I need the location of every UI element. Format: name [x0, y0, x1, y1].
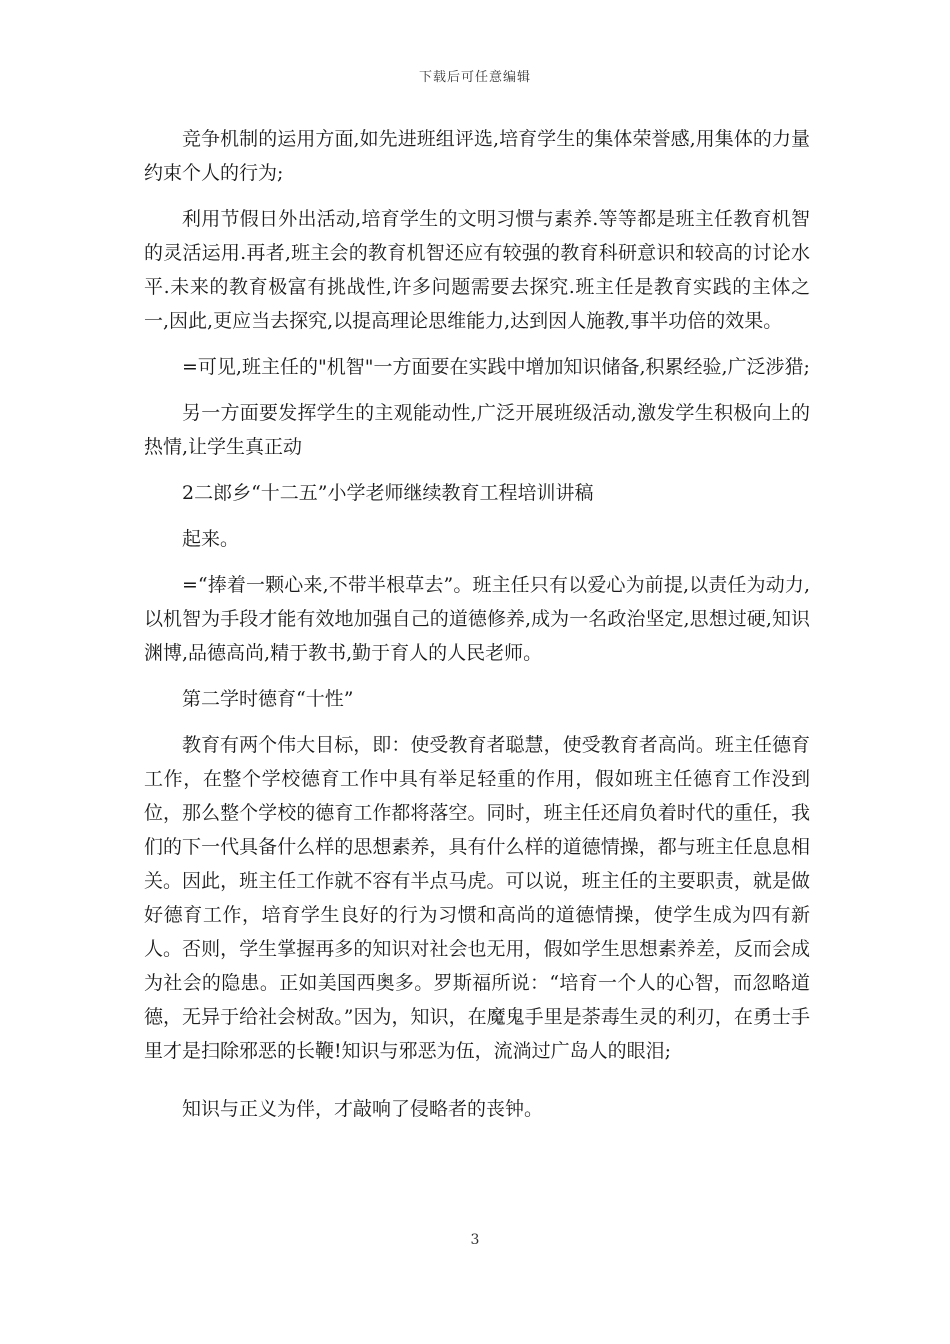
- section-heading: 第二学时德育“十性”: [182, 688, 354, 710]
- paragraph-heading: 2二郎乡“十二五”小学老师继续教育工程培训讲稿: [182, 482, 594, 504]
- paragraph: 起来。: [182, 528, 240, 550]
- paragraph: 教育有两个伟大目标，即：使受教育者聪慧，使受教育者高尚。班主任德育工作，在整个学校德育工作中具有举足轻重的作用，假如班主任德育工作没到位，那么整个学校的德育工作都将落空。同时，班主任还肩负着时代的重任，我们的下一代具备什么样的思想素养，具有什么样的道德情操，都与班主任息息相关。因此，班主任工作就不容有半点马虎。可以说，班主任的主要职责，就是做好德育工作，培育学生良好的行为习惯和高尚的道德情操，使学生成为四有新人。否则，学生掌握再多的知识对社会也无用，假如学生思想素养差，反而会成为社会的隐患。正如美国西奥多。罗斯福所说：“培育一个人的心智，而忽略道德，无异于给社会树敌。”因为，知识，在魔鬼手里是荼毒生灵的利刃，在勇士手里才是扫除邪恶的长鞭!知识与邪恶为伍，流淌过广岛人的眼泪;: [144, 734, 810, 1062]
- paragraph: 知识与正义为伴，才敲响了侵略者的丧钟。: [182, 1098, 544, 1120]
- paragraph: =可见,班主任的"机智"一方面要在实践中增加知识储备,积累经验,广泛涉猎;: [182, 356, 810, 378]
- page-number: 3: [470, 1232, 480, 1248]
- page-header: 下载后可任意编辑: [418, 70, 531, 85]
- document-body: [144, 122, 810, 1138]
- paragraph: 另一方面要发挥学生的主观能动性,广泛开展班级活动,激发学生积极向上的热情,让学生真正动: [144, 402, 810, 458]
- paragraph: 利用节假日外出活动,培育学生的文明习惯与素养.等等都是班主任教育机智的灵活运用.再者,班主会的教育机智还应有较强的教育科研意识和较高的讨论水平.未来的教育极富有挑战性,许多问题需要去探究.班主任是教育实践的主体之一,因此,更应当去探究,以提高理论思维能力,达到因人施教,事半功倍的效果。: [144, 208, 810, 332]
- paragraph: 竞争机制的运用方面,如先进班组评选,培育学生的集体荣誉感,用集体的力量约束个人的行为;: [144, 128, 810, 184]
- paragraph: =“捧着一颗心来,不带半根草去”。班主任只有以爱心为前提,以责任为动力,以机智为手段才能有效地加强自己的道德修养,成为一名政治坚定,思想过硬,知识渊博,品德高尚,精于教书,勤于育人的人民老师。: [144, 574, 810, 664]
